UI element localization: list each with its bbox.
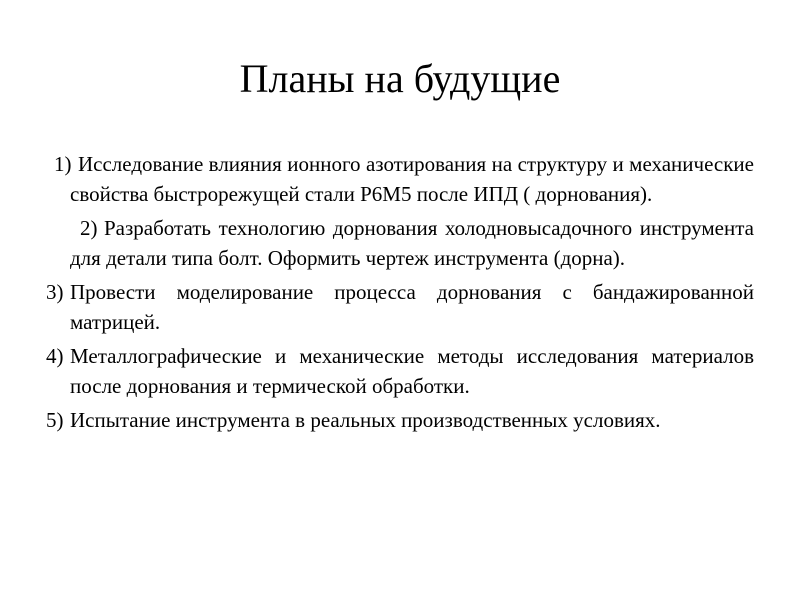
- slide-title: Планы на будущие: [239, 56, 561, 101]
- list-item: [46, 405, 754, 435]
- list-item: [46, 213, 754, 273]
- list-item: [46, 341, 754, 401]
- list-item-number: 1): [54, 152, 72, 176]
- list-item-text: Испытание инструмента в реальных производственных условиях.: [70, 408, 661, 432]
- list-item-text: Исследование влияния ионного азотирования на структуру и механические свойства быстрорежущей стали Р6М5 после ИПД ( дорнования).: [70, 152, 754, 206]
- list-item-number: 4): [46, 344, 64, 368]
- list-item-text: Разработать технологию дорнования холодновысадочного инструмента для детали типа болт. Оформить чертеж инструмента (дорна).: [70, 216, 754, 270]
- list-item-number: 2): [80, 216, 98, 240]
- plans-list: [46, 149, 754, 439]
- list-item-text: Металлографические и механические методы исследования материалов после дорнования и термической обработки.: [70, 344, 754, 398]
- list-item-text: Провести моделирование процесса дорнования с бандажированной матрицей.: [70, 280, 754, 334]
- list-item-number: 3): [46, 280, 64, 304]
- list-item-number: 5): [46, 408, 64, 432]
- list-item: [46, 277, 754, 337]
- list-item: [46, 149, 754, 209]
